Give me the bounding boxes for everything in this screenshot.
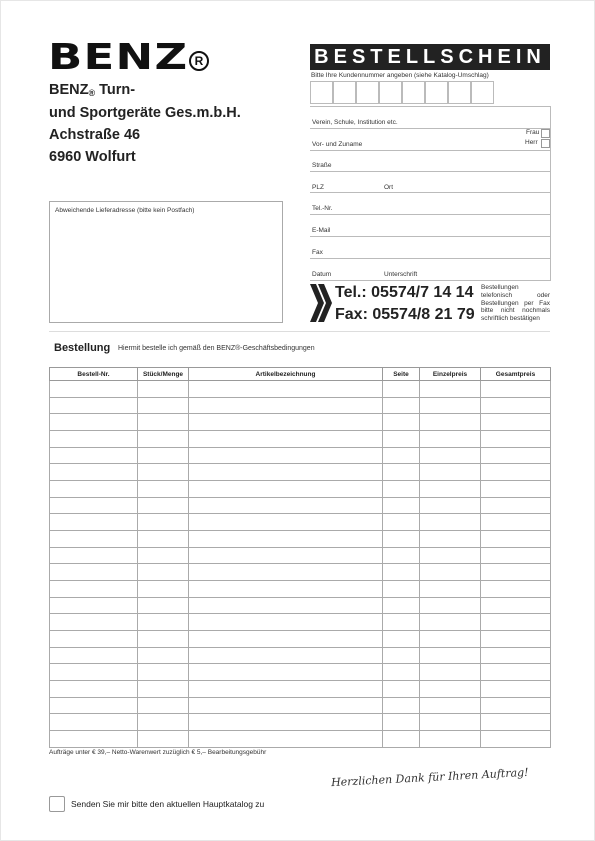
divider xyxy=(49,331,550,332)
order-cell[interactable] xyxy=(50,464,138,481)
table-row xyxy=(50,431,551,448)
order-cell[interactable] xyxy=(481,597,551,614)
order-cell[interactable] xyxy=(138,614,189,631)
order-cell[interactable] xyxy=(138,647,189,664)
order-cell[interactable] xyxy=(383,514,420,531)
field-label-datum: Datum xyxy=(312,271,332,278)
customer-number-hint: Bitte Ihre Kundennummer angeben (siehe Katalog-Umschlag) xyxy=(311,72,489,79)
order-cell[interactable] xyxy=(383,431,420,448)
field-label-fax: Fax xyxy=(312,249,323,256)
customer-number-box[interactable] xyxy=(425,81,448,104)
thank-you-message: Herzlichen Dank für Ihren Auftrag! xyxy=(330,765,529,790)
checkbox-herr[interactable] xyxy=(541,139,550,148)
order-cell[interactable] xyxy=(481,397,551,414)
company-reg-mark: ® xyxy=(88,88,96,98)
order-cell[interactable] xyxy=(50,614,138,631)
table-row xyxy=(50,697,551,714)
col-header-bestellnr: Bestell-Nr. xyxy=(50,368,138,381)
order-cell[interactable] xyxy=(138,381,189,398)
field-label-email: E-Mail xyxy=(312,227,331,234)
order-cell[interactable] xyxy=(50,697,138,714)
order-cell[interactable] xyxy=(481,531,551,548)
order-cell[interactable] xyxy=(420,464,481,481)
col-header-artikel: Artikelbezeichnung xyxy=(189,368,383,381)
field-label-verein: Verein, Schule, Institution etc. xyxy=(312,119,398,126)
order-cell[interactable] xyxy=(383,547,420,564)
order-cell[interactable] xyxy=(420,414,481,431)
order-cell[interactable] xyxy=(383,464,420,481)
col-header-gesamtpreis: Gesamtpreis xyxy=(481,368,551,381)
order-cell[interactable] xyxy=(383,564,420,581)
col-header-einzelpreis: Einzelpreis xyxy=(420,368,481,381)
order-cell[interactable] xyxy=(383,714,420,731)
order-cell[interactable] xyxy=(50,414,138,431)
benz-logo: BENZ xyxy=(48,37,189,78)
order-cell[interactable] xyxy=(383,731,420,748)
field-tel[interactable] xyxy=(310,214,550,215)
order-cell[interactable] xyxy=(481,614,551,631)
order-cell[interactable] xyxy=(138,447,189,464)
label-herr: Herr xyxy=(525,139,538,146)
order-cell[interactable] xyxy=(383,481,420,498)
table-row xyxy=(50,714,551,731)
order-cell[interactable] xyxy=(189,481,383,498)
contact-numbers xyxy=(335,282,475,326)
order-cell[interactable] xyxy=(481,547,551,564)
company-address xyxy=(49,79,241,168)
order-subheading: Hiermit bestelle ich gemäß den BENZ®-Geschäftsbedingungen xyxy=(118,345,315,352)
alt-address-label: Abweichende Lieferadresse (bitte kein Postfach) xyxy=(55,207,195,214)
order-cell[interactable] xyxy=(481,447,551,464)
table-row xyxy=(50,464,551,481)
order-cell[interactable] xyxy=(481,514,551,531)
alt-delivery-address-box[interactable] xyxy=(49,201,283,323)
order-cell[interactable] xyxy=(481,464,551,481)
customer-number-box[interactable] xyxy=(379,81,402,104)
order-cell[interactable] xyxy=(189,497,383,514)
order-cell[interactable] xyxy=(420,497,481,514)
table-row xyxy=(50,614,551,631)
order-cell[interactable] xyxy=(138,531,189,548)
order-cell[interactable] xyxy=(138,514,189,531)
order-cell[interactable] xyxy=(481,497,551,514)
order-cell[interactable] xyxy=(189,647,383,664)
customer-number-box[interactable] xyxy=(310,81,333,104)
order-cell[interactable] xyxy=(420,581,481,598)
field-label-plz: PLZ xyxy=(312,184,324,191)
order-cell[interactable] xyxy=(50,514,138,531)
order-cell[interactable] xyxy=(481,481,551,498)
field-name[interactable] xyxy=(310,150,550,151)
table-row xyxy=(50,597,551,614)
checkbox-frau[interactable] xyxy=(541,129,550,138)
order-heading: Bestellung xyxy=(54,342,111,354)
order-cell[interactable] xyxy=(189,631,383,648)
company-name: BENZ xyxy=(49,82,89,98)
form-frame xyxy=(310,106,551,281)
order-cell[interactable] xyxy=(420,447,481,464)
order-cell[interactable] xyxy=(420,731,481,748)
order-cell[interactable] xyxy=(481,631,551,648)
order-cell[interactable] xyxy=(383,681,420,698)
order-cell[interactable] xyxy=(420,697,481,714)
order-cell[interactable] xyxy=(420,614,481,631)
order-cell[interactable] xyxy=(189,447,383,464)
order-cell[interactable] xyxy=(189,464,383,481)
table-row xyxy=(50,647,551,664)
order-cell[interactable] xyxy=(50,564,138,581)
order-cell[interactable] xyxy=(420,547,481,564)
field-verein[interactable] xyxy=(310,128,550,129)
field-strasse[interactable] xyxy=(310,171,550,172)
company-street: Achstraße 46 xyxy=(49,127,141,143)
customer-number-box[interactable] xyxy=(333,81,356,104)
customer-number-box[interactable] xyxy=(448,81,471,104)
order-cell[interactable] xyxy=(481,647,551,664)
table-row xyxy=(50,681,551,698)
order-cell[interactable] xyxy=(189,681,383,698)
order-cell[interactable] xyxy=(189,714,383,731)
table-row xyxy=(50,381,551,398)
order-cell[interactable] xyxy=(481,697,551,714)
col-header-menge: Stück/Menge xyxy=(138,368,189,381)
order-cell[interactable] xyxy=(138,397,189,414)
contact-note: Bestellungen telefonisch oder Bestellungen per Fax bitte nicht nochmals schriftlich bestätigen xyxy=(481,284,550,323)
order-table-header xyxy=(50,368,551,381)
order-cell[interactable] xyxy=(189,414,383,431)
order-cell[interactable] xyxy=(50,397,138,414)
company-line-1 xyxy=(49,79,241,102)
customer-number-box[interactable] xyxy=(356,81,379,104)
order-cell[interactable] xyxy=(420,397,481,414)
order-cell[interactable] xyxy=(189,531,383,548)
order-cell[interactable] xyxy=(138,631,189,648)
table-row xyxy=(50,481,551,498)
order-cell[interactable] xyxy=(138,497,189,514)
order-cell[interactable] xyxy=(189,614,383,631)
company-line-2: und Sportgeräte Ges.m.b.H. xyxy=(49,105,241,121)
order-cell[interactable] xyxy=(481,564,551,581)
order-cell[interactable] xyxy=(50,714,138,731)
order-cell[interactable] xyxy=(50,381,138,398)
order-cell[interactable] xyxy=(481,414,551,431)
order-cell[interactable] xyxy=(383,647,420,664)
order-cell[interactable] xyxy=(481,431,551,448)
table-row xyxy=(50,397,551,414)
order-cell[interactable] xyxy=(189,664,383,681)
company-name-rest: Turn- xyxy=(95,82,136,98)
table-row xyxy=(50,497,551,514)
table-row xyxy=(50,514,551,531)
field-label-strasse: Straße xyxy=(312,162,332,169)
order-cell[interactable] xyxy=(383,381,420,398)
order-cell[interactable] xyxy=(50,681,138,698)
order-table xyxy=(49,367,551,748)
order-cell[interactable] xyxy=(189,431,383,448)
order-cell[interactable] xyxy=(189,514,383,531)
order-cell[interactable] xyxy=(420,431,481,448)
order-cell[interactable] xyxy=(383,414,420,431)
footnote: Aufträge unter € 39,– Netto-Warenwert zuzüglich € 5,– Bearbeitungsgebühr xyxy=(49,749,267,756)
order-cell[interactable] xyxy=(420,514,481,531)
table-row xyxy=(50,414,551,431)
order-cell[interactable] xyxy=(138,414,189,431)
order-cell[interactable] xyxy=(420,531,481,548)
order-cell[interactable] xyxy=(420,647,481,664)
field-label-tel: Tel.-Nr. xyxy=(312,205,333,212)
order-cell[interactable] xyxy=(138,464,189,481)
field-label-ort: Ort xyxy=(384,184,394,191)
order-cell[interactable] xyxy=(189,731,383,748)
table-row xyxy=(50,581,551,598)
order-cell[interactable] xyxy=(138,597,189,614)
order-cell[interactable] xyxy=(50,731,138,748)
order-cell[interactable] xyxy=(189,697,383,714)
order-cell[interactable] xyxy=(383,531,420,548)
order-cell[interactable] xyxy=(138,581,189,598)
catalog-request-checkbox[interactable] xyxy=(49,796,65,812)
order-form-page xyxy=(1,1,594,840)
order-cell[interactable] xyxy=(481,581,551,598)
table-row xyxy=(50,547,551,564)
order-cell[interactable] xyxy=(383,397,420,414)
company-city: 6960 Wolfurt xyxy=(49,149,136,165)
customer-number-box[interactable] xyxy=(402,81,425,104)
order-cell[interactable] xyxy=(50,597,138,614)
field-label-unterschrift: Unterschrift xyxy=(384,271,418,278)
table-row xyxy=(50,531,551,548)
table-row xyxy=(50,447,551,464)
order-cell[interactable] xyxy=(50,447,138,464)
order-cell[interactable] xyxy=(189,397,383,414)
order-cell[interactable] xyxy=(383,581,420,598)
order-cell[interactable] xyxy=(189,547,383,564)
order-cell[interactable] xyxy=(138,714,189,731)
field-datum-unterschrift[interactable] xyxy=(310,280,550,281)
order-cell[interactable] xyxy=(138,681,189,698)
order-cell[interactable] xyxy=(420,481,481,498)
order-cell[interactable] xyxy=(189,597,383,614)
order-cell[interactable] xyxy=(420,597,481,614)
order-cell[interactable] xyxy=(138,697,189,714)
order-cell[interactable] xyxy=(420,381,481,398)
field-label-name: Vor- und Zuname xyxy=(312,141,363,148)
order-table-body xyxy=(50,381,551,748)
order-cell[interactable] xyxy=(420,714,481,731)
label-frau: Frau xyxy=(526,129,540,136)
order-cell[interactable] xyxy=(138,664,189,681)
order-cell[interactable] xyxy=(189,381,383,398)
order-cell[interactable] xyxy=(189,564,383,581)
order-cell[interactable] xyxy=(420,664,481,681)
order-cell[interactable] xyxy=(138,431,189,448)
order-cell[interactable] xyxy=(383,697,420,714)
order-cell[interactable] xyxy=(383,631,420,648)
order-cell[interactable] xyxy=(189,581,383,598)
catalog-request-label: Senden Sie mir bitte den aktuellen Hauptkatalog zu xyxy=(71,799,265,809)
order-cell[interactable] xyxy=(138,547,189,564)
field-email[interactable] xyxy=(310,236,550,237)
order-cell[interactable] xyxy=(420,564,481,581)
col-header-seite: Seite xyxy=(383,368,420,381)
order-cell[interactable] xyxy=(481,381,551,398)
order-cell[interactable] xyxy=(50,631,138,648)
table-row xyxy=(50,631,551,648)
fax-number: Fax: 05574/8 21 79 xyxy=(335,306,475,323)
order-cell[interactable] xyxy=(138,481,189,498)
table-row xyxy=(50,731,551,748)
order-cell[interactable] xyxy=(481,714,551,731)
order-cell[interactable] xyxy=(420,631,481,648)
order-cell[interactable] xyxy=(481,664,551,681)
order-cell[interactable] xyxy=(50,547,138,564)
registered-mark-icon: R xyxy=(189,51,209,71)
order-cell[interactable] xyxy=(50,647,138,664)
order-cell[interactable] xyxy=(420,681,481,698)
order-cell[interactable] xyxy=(138,731,189,748)
double-chevron-icon xyxy=(310,284,332,322)
field-fax[interactable] xyxy=(310,258,550,259)
field-plz-ort[interactable] xyxy=(310,192,550,193)
table-row xyxy=(50,564,551,581)
phone-number: Tel.: 05574/7 14 14 xyxy=(335,284,474,301)
order-cell[interactable] xyxy=(383,447,420,464)
order-cell[interactable] xyxy=(481,731,551,748)
order-cell[interactable] xyxy=(50,481,138,498)
order-cell[interactable] xyxy=(383,614,420,631)
order-cell[interactable] xyxy=(50,664,138,681)
order-cell[interactable] xyxy=(138,564,189,581)
order-cell[interactable] xyxy=(50,531,138,548)
order-cell[interactable] xyxy=(383,597,420,614)
order-cell[interactable] xyxy=(383,497,420,514)
order-cell[interactable] xyxy=(383,664,420,681)
order-cell[interactable] xyxy=(50,581,138,598)
order-cell[interactable] xyxy=(50,431,138,448)
table-row xyxy=(50,664,551,681)
form-title: BESTELLSCHEIN xyxy=(310,44,550,70)
customer-number-box[interactable] xyxy=(471,81,494,104)
order-cell[interactable] xyxy=(50,497,138,514)
order-cell[interactable] xyxy=(481,681,551,698)
